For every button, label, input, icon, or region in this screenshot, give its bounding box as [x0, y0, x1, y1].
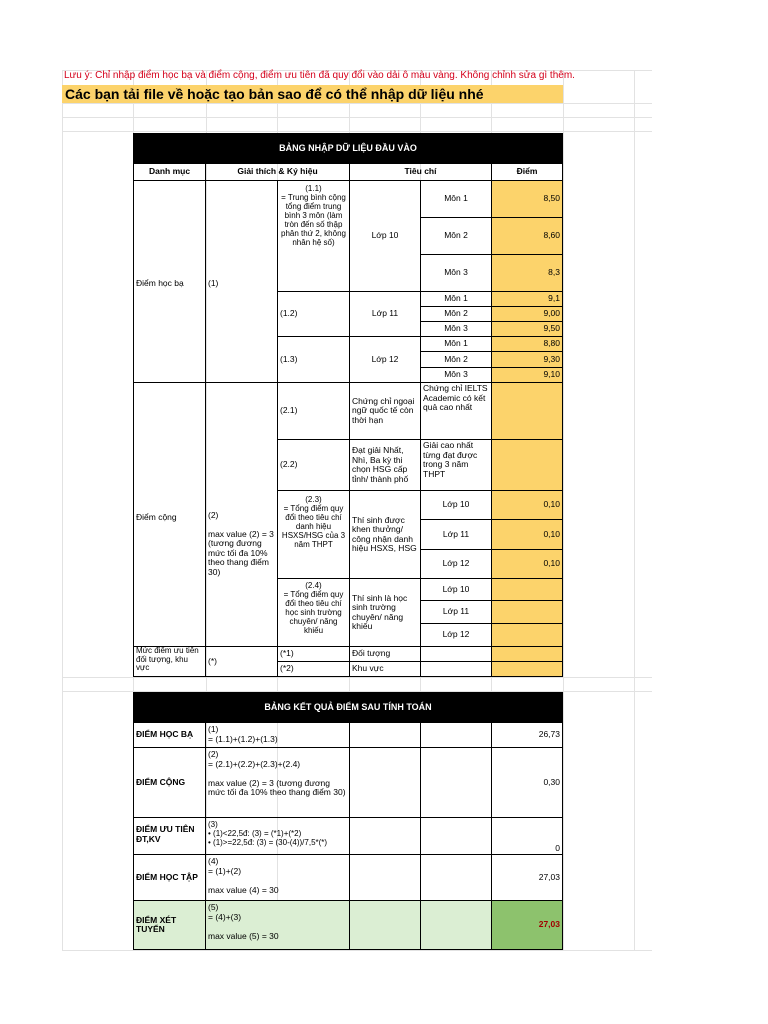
result-blank-3b — [420, 817, 492, 855]
g10-score-3[interactable]: 8,3 — [491, 254, 563, 292]
result-label-diem-cong: ĐIỂM CỘNG — [133, 747, 206, 818]
g12-score-1[interactable]: 8,80 — [491, 336, 563, 352]
instruction-note: Lưu ý: Chỉ nhập điểm học bạ và điểm cộng, điểm ưu tiên đã quy đổi vào dải ô màu vàng. Không chỉnh sửa gì thêm. — [64, 70, 575, 81]
g11-subject-3: Môn 3 — [420, 321, 492, 337]
explain-2: (2) max value (2) = 3 (tương đương mức tối đa 10% theo thang điểm 30) — [205, 382, 278, 647]
r23-grade-10: Lớp 10 — [420, 490, 492, 520]
g10-subject-3: Môn 3 — [420, 254, 492, 292]
grade-10-label: Lớp 10 — [349, 180, 421, 292]
r23-score-11[interactable]: 0,10 — [491, 519, 563, 550]
code-2-3: (2.3) = Tổng điểm quy đổi theo tiêu chí danh hiệu HSXS/HSG của 3 năm THPT — [277, 490, 350, 579]
score-khu-vuc[interactable] — [491, 661, 563, 677]
header-category: Danh mục — [133, 163, 206, 181]
header-criteria: Tiêu chí — [349, 163, 492, 181]
result-blank-2a — [349, 747, 421, 818]
header-explain: Giải thích & Ký hiệu — [205, 163, 350, 181]
g11-score-1[interactable]: 9,1 — [491, 291, 563, 307]
g11-score-3[interactable]: 9,50 — [491, 321, 563, 337]
score-2-1[interactable] — [491, 382, 563, 440]
g11-subject-1: Môn 1 — [420, 291, 492, 307]
r23-score-10[interactable]: 0,10 — [491, 490, 563, 520]
uu-tien-blank-1 — [420, 646, 492, 662]
result-formula-diem-cong: (2) = (2.1)+(2.2)+(2.3)+(2.4) max value (2) = 3 (tương đương mức tối đa 10% theo thang điểm 30) — [205, 747, 350, 818]
code-1: (1) — [205, 180, 278, 383]
g10-score-2[interactable]: 8,60 — [491, 217, 563, 255]
result-table-title: BẢNG KẾT QUẢ ĐIỂM SAU TÍNH TOÁN — [133, 692, 563, 722]
result-value-diem-cong: 0,30 — [491, 747, 563, 818]
result-blank-4b — [420, 854, 492, 901]
crit-2-4: Thí sinh là học sinh trường chuyên/ năng khiếu — [349, 578, 421, 647]
code-star: (*) — [205, 646, 278, 677]
result-blank-5a — [349, 900, 421, 950]
result-label-hoc-ba: ĐIỂM HỌC BẠ — [133, 722, 206, 748]
label-khu-vuc: Khu vực — [349, 661, 421, 677]
score-2-2[interactable] — [491, 439, 563, 491]
result-label-uu-tien: ĐIỂM ƯU TIÊN ĐT,KV — [133, 817, 206, 855]
code-2-4: (2.4) = Tổng điểm quy đổi theo tiêu chí học sinh trường chuyên/ năng khiếu — [277, 578, 350, 647]
category-uu-tien: Mức điểm ưu tiên đối tượng, khu vực — [133, 646, 206, 677]
code-1-3: (1.3) — [277, 336, 350, 383]
g12-score-2[interactable]: 9,30 — [491, 351, 563, 368]
result-formula-hoc-tap: (4) = (1)+(2) max value (4) = 30 — [205, 854, 350, 901]
g12-subject-2: Môn 2 — [420, 351, 492, 368]
category-hoc-ba: Điểm học bạ — [133, 180, 206, 383]
r23-grade-11: Lớp 11 — [420, 519, 492, 550]
download-banner: Các bạn tải file về hoặc tạo bản sao để có thể nhập dữ liệu nhé — [62, 85, 563, 103]
uu-tien-blank-2 — [420, 661, 492, 677]
result-blank-1a — [349, 722, 421, 748]
header-score: Điểm — [491, 163, 563, 181]
code-1-2: (1.2) — [277, 291, 350, 337]
result-blank-2b — [420, 747, 492, 818]
detail-2-2: Giải cao nhất từng đạt được trong 3 năm THPT — [420, 439, 492, 491]
result-value-hoc-tap: 27,03 — [491, 854, 563, 901]
code-star-2: (*2) — [277, 661, 350, 677]
r24-score-11[interactable] — [491, 600, 563, 624]
g10-score-1[interactable]: 8,50 — [491, 180, 563, 218]
r24-grade-10: Lớp 10 — [420, 578, 492, 601]
result-blank-3a — [349, 817, 421, 855]
g12-score-3[interactable]: 9,10 — [491, 367, 563, 383]
code-2-1: (2.1) — [277, 382, 350, 440]
result-label-xet-tuyen: ĐIỂM XÉT TUYỂN — [133, 900, 206, 950]
result-formula-hoc-ba: (1) = (1.1)+(1.2)+(1.3) — [205, 722, 350, 748]
r24-grade-12: Lớp 12 — [420, 623, 492, 647]
result-value-xet-tuyen: 27,03 — [491, 900, 563, 950]
g10-subject-1: Môn 1 — [420, 180, 492, 218]
label-doi-tuong: Đối tượng — [349, 646, 421, 662]
result-blank-5b — [420, 900, 492, 950]
g11-score-2[interactable]: 9,00 — [491, 306, 563, 322]
result-blank-1b — [420, 722, 492, 748]
result-label-hoc-tap: ĐIỂM HỌC TẬP — [133, 854, 206, 901]
result-value-hoc-ba: 26,73 — [491, 722, 563, 748]
category-diem-cong: Điểm cộng — [133, 382, 206, 647]
g12-subject-1: Môn 1 — [420, 336, 492, 352]
crit-2-2: Đạt giải Nhất, Nhì, Ba kỳ thi chọn HSG cấp tỉnh/ thành phố — [349, 439, 421, 491]
desc-1-1: (1.1) = Trung bình cộng tổng điểm trung bình 3 môn (làm tròn đến số thập phân thứ 2, không nhân hệ số) — [277, 180, 350, 292]
score-doi-tuong[interactable] — [491, 646, 563, 662]
r23-score-12[interactable]: 0,10 — [491, 549, 563, 579]
r24-score-10[interactable] — [491, 578, 563, 601]
result-blank-4a — [349, 854, 421, 901]
g11-subject-2: Môn 2 — [420, 306, 492, 322]
g10-subject-2: Môn 2 — [420, 217, 492, 255]
result-value-uu-tien: 0 — [491, 817, 563, 855]
r24-score-12[interactable] — [491, 623, 563, 647]
g12-subject-3: Môn 3 — [420, 367, 492, 383]
grade-11-label: Lớp 11 — [349, 291, 421, 337]
grade-12-label: Lớp 12 — [349, 336, 421, 383]
result-formula-uu-tien: (3) • (1)<22,5đ: (3) = (*1)+(*2) • (1)>=22,5đ: (3) = (30-(4))/7,5*(*) — [205, 817, 350, 855]
r24-grade-11: Lớp 11 — [420, 600, 492, 624]
code-2-2: (2.2) — [277, 439, 350, 491]
crit-2-1: Chứng chỉ ngoại ngữ quốc tế còn thời hạn — [349, 382, 421, 440]
detail-2-1: Chứng chỉ IELTS Academic có kết quả cao nhất — [420, 382, 492, 440]
crit-2-3: Thí sinh được khen thưởng/ công nhận danh hiệu HSXS, HSG — [349, 490, 421, 579]
code-star-1: (*1) — [277, 646, 350, 662]
r23-grade-12: Lớp 12 — [420, 549, 492, 579]
result-formula-xet-tuyen: (5) = (4)+(3) max value (5) = 30 — [205, 900, 350, 950]
input-table-title: BẢNG NHẬP DỮ LIỆU ĐẦU VÀO — [133, 133, 563, 163]
